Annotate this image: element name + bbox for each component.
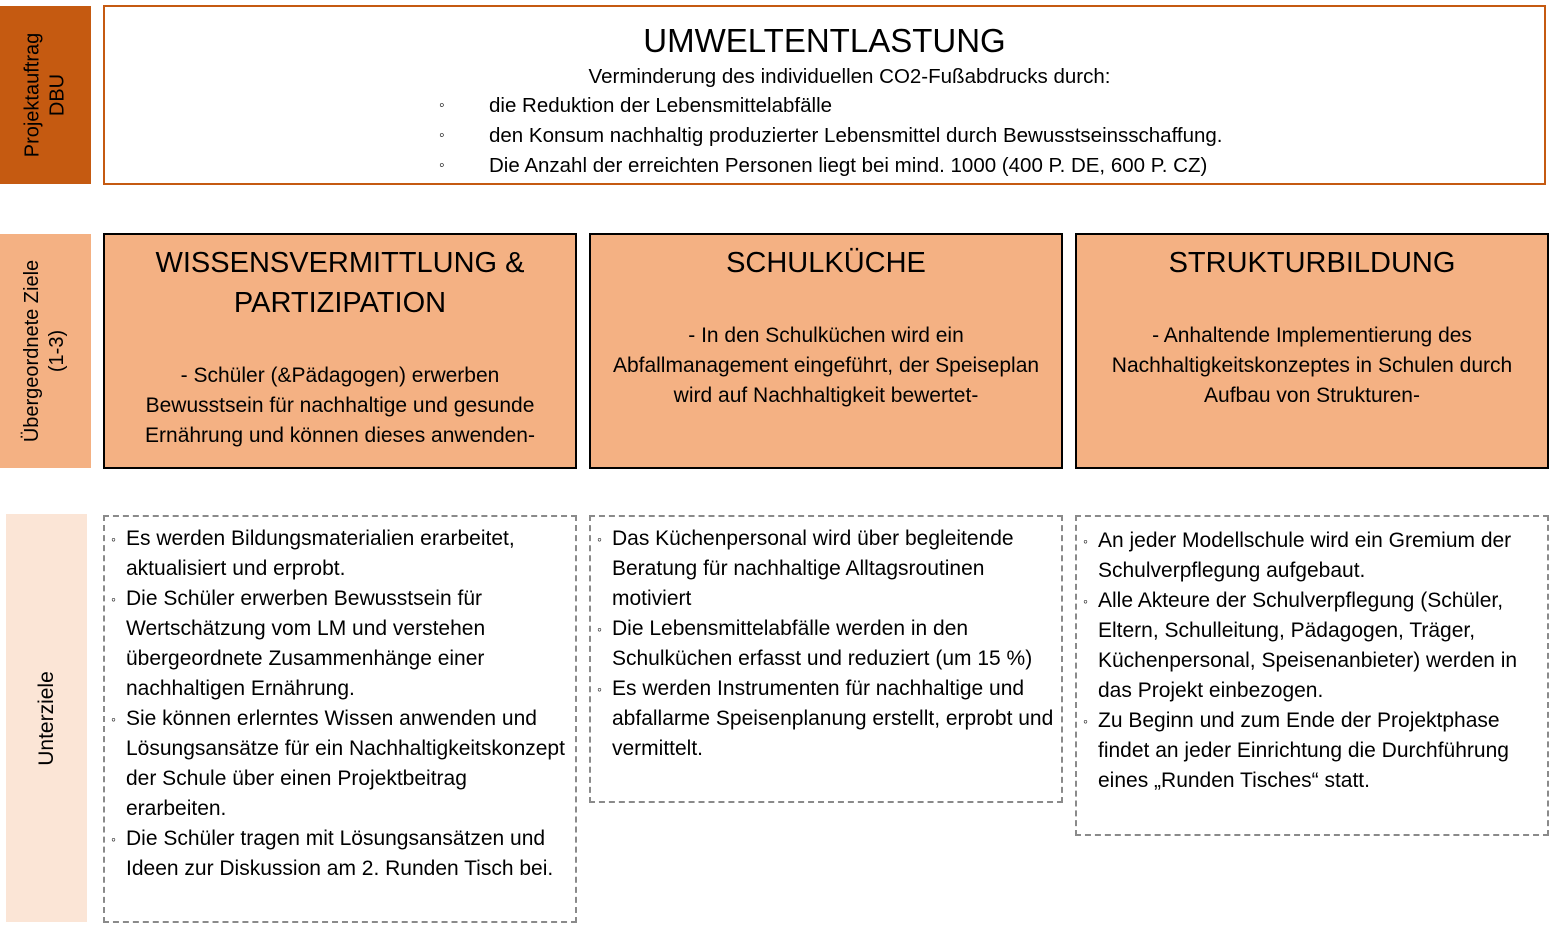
bullet-icon: ◦	[439, 127, 445, 144]
list-item-text: Es werden Bildungsmaterialien erarbeitet, aktualisiert und erprobt.	[126, 527, 515, 580]
goal-title: WISSENSVERMITTLUNG & PARTIZIPATION	[155, 247, 525, 319]
list-item	[437, 151, 1223, 181]
list-item-text: Die Lebensmittelabfälle werden in den Schulküchen erfasst und reduziert (um 15 %)	[612, 617, 1033, 670]
list-item	[437, 91, 1223, 121]
bullet-icon: ◦	[439, 157, 445, 174]
subgoal-list	[1083, 526, 1541, 796]
list-item-text: Alle Akteure der Schulverpflegung (Schüler, Eltern, Schulleitung, Pädagogen, Träger, Küchenpersonal, Speisenanbieter) werden in das Projekt einbezogen.	[1098, 589, 1518, 702]
subgoal-list	[111, 524, 569, 884]
bullet-icon: ◦	[111, 831, 116, 847]
goal-description: - Anhaltende Implementierung des Nachhaltigkeitskonzeptes in Schulen durch Aufbau von Strukturen-	[1111, 324, 1513, 407]
side-label-unterziele	[6, 514, 87, 922]
list-item	[111, 584, 569, 704]
side-label-text	[21, 260, 71, 442]
list-item-text: Die Schüler tragen mit Lösungsansätzen und Ideen zur Diskussion am 2. Runden Tisch bei.	[126, 827, 554, 880]
side-label-line: Projektauftrag DBU	[21, 32, 69, 158]
list-item	[1083, 586, 1541, 706]
list-item-text: Es werden Instrumenten für nachhaltige und abfallarme Speisenplanung erstellt, erprobt und vermittelt.	[612, 677, 1054, 760]
side-label-text	[34, 671, 59, 766]
bullet-icon: ◦	[111, 531, 116, 547]
side-label-ziele	[0, 234, 91, 468]
list-item	[437, 121, 1223, 151]
side-label-line: Unterziele	[35, 670, 59, 766]
list-item-text: An jeder Modellschule wird ein Gremium der Schulverpflegung aufgebaut.	[1098, 529, 1512, 582]
list-item	[111, 704, 569, 824]
side-label-text	[21, 33, 71, 158]
list-item	[1083, 526, 1541, 586]
mission-subtitle: Verminderung des individuellen CO2-Fußabdrucks durch:	[588, 65, 1111, 88]
list-item-text: die Reduktion der Lebensmittelabfälle	[489, 94, 833, 117]
bullet-icon: ◦	[439, 97, 445, 114]
goal-title: STRUKTURBILDUNG	[1168, 247, 1456, 279]
bullet-icon: ◦	[1083, 593, 1088, 609]
side-label-line: Übergeordnete Ziele (1-3)	[21, 259, 69, 443]
bullet-icon: ◦	[1083, 713, 1088, 729]
bullet-icon: ◦	[597, 681, 602, 697]
list-item	[597, 614, 1055, 674]
subgoal-list	[597, 524, 1055, 764]
list-item	[597, 674, 1055, 764]
goal-title: SCHULKÜCHE	[726, 247, 926, 279]
list-item	[111, 824, 569, 884]
goal-description: - Schüler (&Pädagogen) erwerben Bewusstsein für nachhaltige und gesunde Ernährung und können dieses anwenden-	[145, 364, 535, 447]
list-item-text: Das Küchenpersonal wird über begleitende Beratung für nachhaltige Alltagsroutinen motiviert	[612, 527, 1014, 610]
list-item-text: Die Anzahl der erreichten Personen liegt bei mind. 1000 (400 P. DE, 600 P. CZ)	[489, 154, 1208, 177]
goal-box-schulkueche	[589, 233, 1063, 469]
side-label-projektauftrag	[0, 6, 91, 184]
bullet-icon: ◦	[111, 711, 116, 727]
bullet-icon: ◦	[597, 531, 602, 547]
bullet-icon: ◦	[597, 621, 602, 637]
list-item-text: den Konsum nachhaltig produzierter Lebensmittel durch Bewusstseinsschaffung.	[489, 124, 1223, 147]
bullet-icon: ◦	[1083, 533, 1088, 549]
project-mission-box	[103, 5, 1546, 185]
list-item-text: Die Schüler erwerben Bewusstsein für Wertschätzung vom LM und verstehen übergeordnete Zusammenhänge einer nachhaltigen Ernährung.	[126, 587, 486, 700]
list-item	[1083, 706, 1541, 796]
mission-bullets	[437, 91, 1223, 181]
goal-box-wissensvermittlung	[103, 233, 577, 469]
mission-title: UMWELTENTLASTUNG	[643, 22, 1006, 59]
subgoal-box-strukturbildung	[1075, 515, 1549, 836]
subgoal-box-schulkueche	[589, 515, 1063, 803]
bullet-icon: ◦	[111, 591, 116, 607]
subgoal-box-wissensvermittlung	[103, 515, 577, 923]
goal-box-strukturbildung	[1075, 233, 1549, 469]
list-item-text: Sie können erlerntes Wissen anwenden und Lösungsansätze für ein Nachhaltigkeitskonzept der Schule über einen Projektbeitrag erarbeiten.	[126, 707, 565, 820]
goal-description: - In den Schulküchen wird ein Abfallmanagement eingeführt, der Speiseplan wird auf Nachhaltigkeit bewertet-	[612, 324, 1040, 407]
list-item	[111, 524, 569, 584]
list-item	[597, 524, 1055, 614]
list-item-text: Zu Beginn und zum Ende der Projektphase findet an jeder Einrichtung die Durchführung eines „Runden Tisches“ statt.	[1098, 709, 1509, 792]
